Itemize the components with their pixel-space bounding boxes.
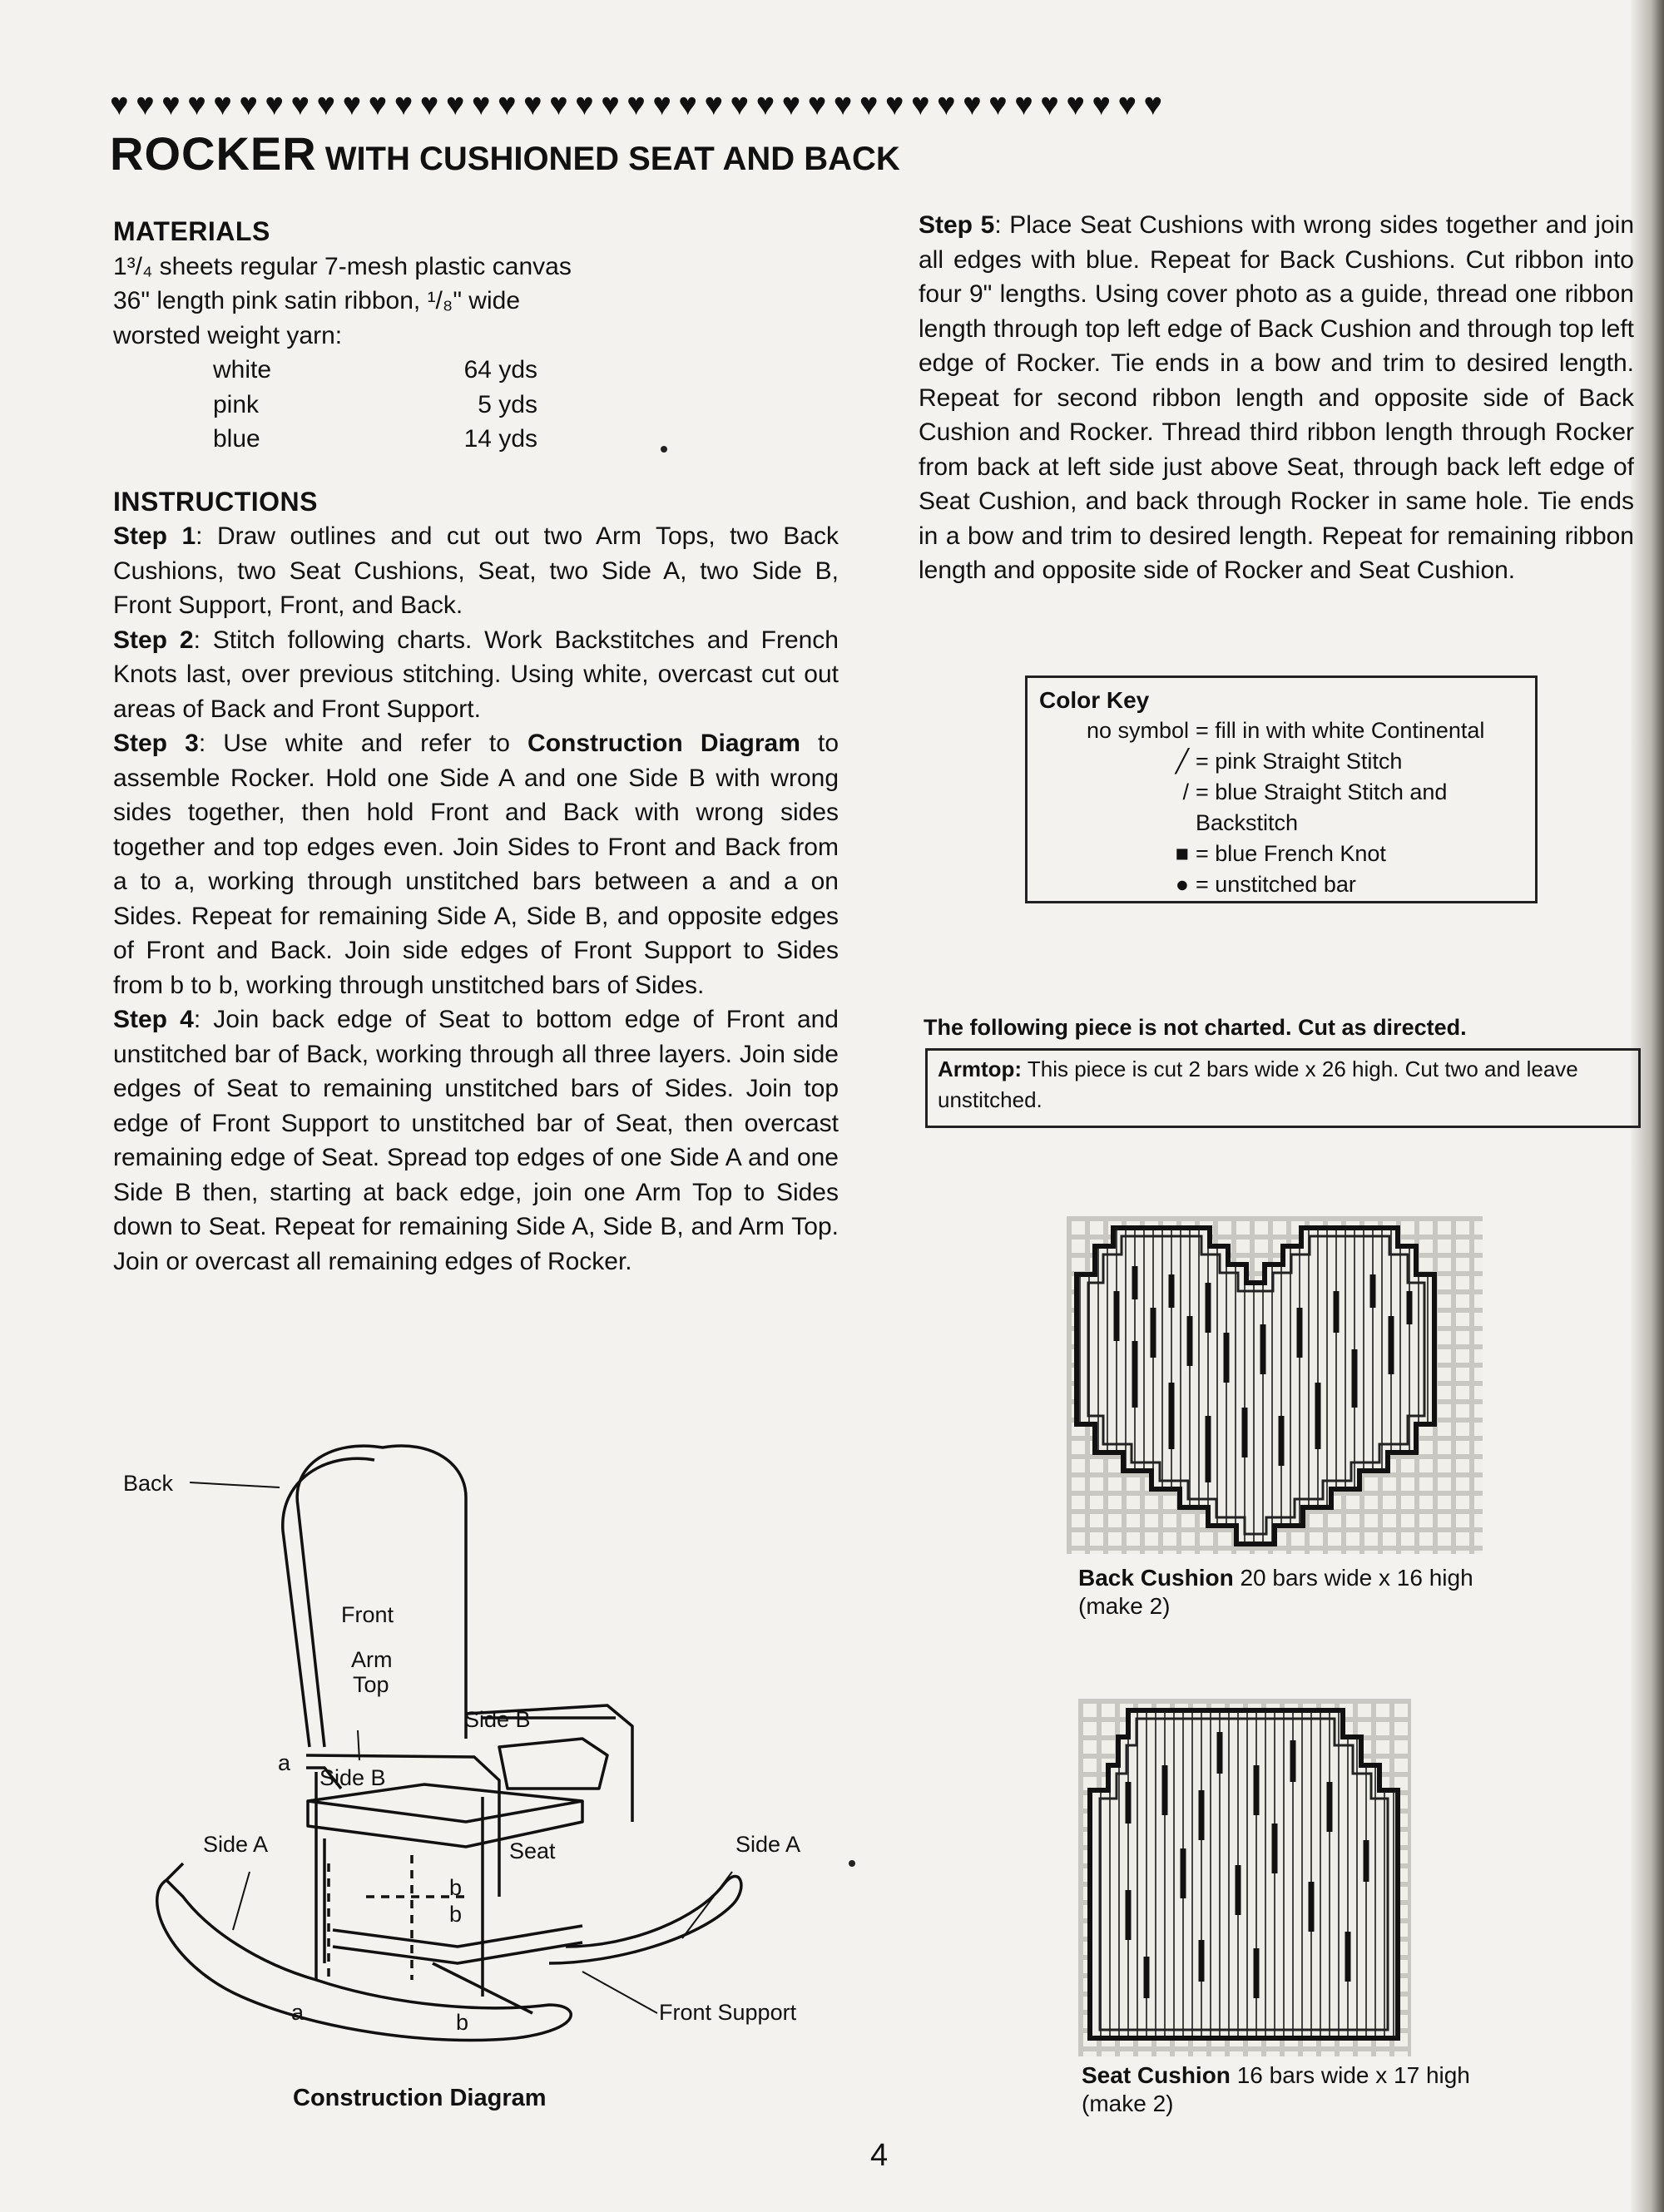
chart-make: (make 2) — [1078, 1593, 1171, 1619]
construction-diagram — [116, 1431, 849, 2063]
label-side-a-left: Side A — [203, 1832, 269, 1857]
label-b: b — [449, 1902, 463, 1927]
materials-heading: MATERIALS — [113, 216, 270, 246]
right-column — [919, 208, 1634, 588]
color-key-symbol: ● — [1175, 872, 1189, 897]
not-charted-note: The following piece is not charted. Cut as directed. — [924, 1015, 1467, 1040]
color-key-title: Color Key — [1039, 687, 1150, 713]
step-text: : Join back edge of Seat to bottom edge of Front and unstitched bar of Back, working through all three layers. Join side edges of Seat to remaining unstitched bars of Sides. Join top edge of Front Support to unstitched bar of Seat, then overcast remaining edge of Seat. Spread top edges of one Side A and one Side B then, starting at back edge, join one Arm Top to Sides down to Seat. Repeat for remaining Side A, Side B, and Arm Top. Join or overcast all remaining edges of Rocker. — [113, 1006, 839, 1275]
label-side-b-right: Side B — [464, 1707, 531, 1732]
back-cushion-caption — [1078, 1564, 1473, 1621]
diagram-caption: Construction Diagram — [293, 2085, 547, 2111]
color-key-text: = fill in with white Continental — [1196, 718, 1485, 743]
label-a: a — [291, 2000, 305, 2025]
step-5 — [919, 208, 1634, 588]
chart-size: 20 bars wide x 16 high — [1233, 1565, 1473, 1591]
step-1 — [113, 519, 839, 623]
chart-make: (make 2) — [1082, 2091, 1174, 2116]
color-key-symbol: ■ — [1175, 841, 1189, 866]
step-label: Step 5 — [919, 211, 995, 239]
seat-cushion-chart — [1078, 1699, 1411, 2056]
heart-border: ♥♥♥♥♥♥♥♥♥♥♥♥♥♥♥♥♥♥♥♥♥♥♥♥♥♥♥♥♥♥♥♥♥♥♥♥♥♥♥♥♥ — [110, 87, 1170, 122]
label-seat: Seat — [509, 1838, 556, 1863]
label-arm: Arm — [351, 1647, 393, 1672]
materials-line: worsted weight yarn: — [113, 321, 343, 349]
yarn-row — [213, 388, 537, 423]
color-key-row — [1039, 869, 1523, 900]
color-key-box — [1025, 675, 1538, 903]
label-top: Top — [353, 1672, 389, 1697]
color-key-text: = unstitched bar — [1196, 872, 1356, 897]
label-side-a-right: Side A — [735, 1832, 801, 1857]
color-key-row — [1039, 839, 1523, 869]
title-sub: WITH CUSHIONED SEAT AND BACK — [324, 141, 900, 177]
materials-line: 36" length pink satin ribbon, ¹/₈" wide — [113, 287, 521, 314]
step-label: Step 3 — [113, 730, 199, 757]
yarn-color: white — [213, 356, 272, 384]
step-text: to assemble Rocker. Hold one Side A and one Side B with wrong sides together, then hold Front and Back with wrong sides together and top edges even. Join Sides to Front and Back from a to a, working through unstitched bars between a and a on Sides. Repeat for remaining Side A, Side B, and opposite edges of Front and Back. Join side edges of Front Support to Sides from b to b, working through unstitched bars of Sides. — [113, 730, 839, 999]
armtop-box — [925, 1048, 1641, 1128]
step-text: : Draw outlines and cut out two Arm Tops, two Back Cushions, two Seat Cushions, Seat, two Side A, two Side B, Front Support, Front, and Back. — [113, 522, 839, 619]
chart-name: Seat Cushion — [1082, 2062, 1231, 2088]
color-key-text: = pink Straight Stitch — [1196, 749, 1403, 774]
color-key-symbol: ╱ — [1175, 749, 1189, 774]
step-2 — [113, 623, 839, 727]
instructions-heading: INSTRUCTIONS — [113, 486, 318, 517]
page-title — [110, 126, 900, 181]
color-key-text: = blue Straight Stitch and Backstitch — [1196, 779, 1448, 835]
title-main: ROCKER — [110, 127, 317, 180]
step-text: : Stitch following charts. Work Backstitches and French Knots last, over previous stitching. Using white, overcast cut out areas of Back and Front Support. — [113, 626, 839, 723]
yarn-color: blue — [213, 425, 260, 453]
chart-size: 16 bars wide x 17 high — [1230, 2062, 1470, 2088]
yarn-color: pink — [213, 390, 260, 418]
yarn-amount: 64 yds — [463, 356, 537, 384]
stray-dot — [661, 446, 667, 453]
label-b: b — [456, 2010, 469, 2035]
color-key-symbol: no symbol — [1086, 718, 1189, 743]
color-key-row — [1039, 715, 1523, 746]
left-column — [113, 215, 839, 1279]
color-key-text: = blue French Knot — [1196, 841, 1386, 866]
armtop-label: Armtop: — [938, 1057, 1023, 1081]
label-a: a — [278, 1750, 291, 1775]
yarn-amount: 14 yds — [463, 425, 537, 453]
yarn-row — [213, 353, 537, 388]
chart-name: Back Cushion — [1078, 1565, 1234, 1591]
armtop-text: This piece is cut 2 bars wide x 26 high. Cut two and leave unstitched. — [938, 1057, 1578, 1112]
color-key-row — [1039, 777, 1523, 839]
step-text-bold: Construction Diagram — [527, 730, 800, 757]
step-label: Step 1 — [113, 522, 196, 550]
step-text: : Place Seat Cushions with wrong sides together and join all edges with blue. Repeat for Back Cushions. Cut ribbon into four 9" lengths. Using cover photo as a guide, thread one ribbon length through top left edge of Back Cushion and through top left edge of Rocker. Tie ends in a bow and trim to desired length. Repeat for second ribbon length and opposite side of Back Cushion and Rocker. Thread third ribbon length through Rocker from back at left side just above Seat, through back left edge of Seat Cushion, and back through Rocker in same hole. Tie ends in a bow and trim to desired length. Repeat for remaining ribbon length and opposite side of Rocker and Seat Cushion. — [919, 211, 1635, 584]
rocker-drawing — [116, 1431, 849, 2063]
label-front: Front — [341, 1602, 394, 1627]
step-label: Step 2 — [113, 626, 194, 654]
back-cushion-chart — [1067, 1216, 1483, 1554]
label-side-b-left: Side B — [319, 1765, 386, 1790]
color-key-symbol: / — [1182, 779, 1189, 804]
step-4 — [113, 1002, 839, 1279]
yarn-row — [213, 422, 537, 457]
step-3 — [113, 726, 839, 1002]
seat-cushion-caption — [1082, 2061, 1470, 2118]
yarn-amount: 5 yds — [478, 390, 537, 418]
color-key-row — [1039, 746, 1523, 777]
step-label: Step 4 — [113, 1006, 194, 1033]
materials-line: 1³/₄ sheets regular 7-mesh plastic canvas — [113, 252, 572, 280]
page-number: 4 — [870, 2138, 889, 2173]
label-front-support: Front Support — [659, 2000, 797, 2025]
stray-dot — [849, 1860, 855, 1867]
step-text: : Use white and refer to — [198, 730, 528, 757]
label-back: Back — [123, 1471, 174, 1496]
label-b: b — [449, 1875, 463, 1900]
